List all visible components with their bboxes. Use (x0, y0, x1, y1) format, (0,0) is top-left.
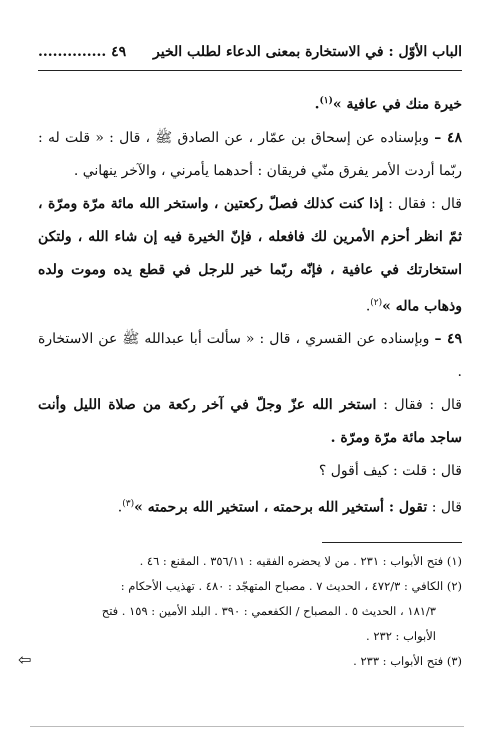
footnotes (38, 542, 462, 674)
period: . (314, 96, 320, 113)
answer-text: استخر الله عزّ وجلّ في آخر ركعة من صلاة الليل وأنت ساجد مائة مرّة ومرّة . (38, 397, 462, 447)
continuation-text: خيرة منك في عافية » (332, 96, 462, 113)
footnote-ref-2: (٢) (370, 297, 383, 308)
answer-text: تقول : أستخير الله برحمته ، استخير الله برحمته » (134, 499, 428, 516)
footnote-ref-1: (١) (319, 96, 333, 106)
hadith-number: ٤٩ – (434, 331, 462, 348)
hadith-49 (38, 323, 462, 389)
footnote-3: (٣) فتح الأبواب : ٢٣٣ . (353, 654, 462, 668)
main-text (38, 85, 462, 525)
hadith-text: وبإسناده عن إسحاق بن عمّار ، عن الصادق ﷺ ، قال : « قلت له : ربّما أردت الأمر يفرق منّي فريقان : أحدهما يأمرني ، والآخر ينهاني . (38, 129, 462, 179)
hadith-text: وبإسناده عن القسري ، قال : « سألت أبا عبدالله ﷺ عن الاستخارة . (38, 331, 462, 381)
running-header (38, 44, 462, 68)
page-bottom-edge (30, 726, 464, 727)
answer-lead: قال : فقال : (388, 195, 463, 212)
book-page (38, 44, 462, 724)
continue-arrow-icon: ⇦ (18, 650, 32, 669)
hadith-48 (38, 122, 462, 188)
footnote-rule (322, 542, 462, 543)
page-number: ٤٩ (111, 44, 127, 60)
header-dots: .............. (38, 44, 107, 60)
period: . (117, 499, 123, 516)
hadith-number: ٤٨ – (434, 129, 463, 146)
final-answer (38, 488, 462, 525)
footnote-1: (١) فتح الأبواب : ٢٣١ . من لا يحضره الفقيه : ٣٥٦/١١ . المقنع : ٤٦ . (139, 554, 462, 568)
answer-lead: قال : فقال : (383, 397, 462, 414)
header-rule (38, 70, 462, 71)
footnote-2-line-2: ١٨١/٣ ، الحديث ٥ . المصباح / الكفعمي : ٣٩٠ . البلد الأمين : ١٥٩ . فتح (101, 604, 436, 618)
answer-text: إذا كنت كذلك فصلّ ركعتين ، واستخر الله مائة مرّة ومرّة ، ثمّ انظر أحزم الأمرين لك فافعله ، فإنّ الخيرة فيه إن شاء الله ، ولتكن استخارتك في عافية ، فإنّه ربّما خير للرجل في قطع يده وموت ولده وذهاب ماله » (38, 195, 462, 315)
footnote-ref-3: (٣) (122, 499, 135, 510)
footnote-2: (٢) الكافي : ٤٧٢/٣ ، الحديث ٧ . مصباح المتهجّد : ٤٨٠ . تهذيب الأحكام : (120, 579, 462, 593)
page-number-group (38, 44, 126, 60)
hadith-48-answer (38, 188, 462, 324)
answer-lead: قال : (431, 499, 462, 516)
period: . (365, 298, 371, 315)
question-line: قال : قلت : كيف أقول ؟ (318, 463, 462, 480)
hadith-49-answer (38, 389, 462, 455)
footnote-2-line-3: الأبواب : ٢٣٢ . (366, 629, 436, 643)
paragraph-continuation (38, 85, 462, 122)
chapter-title: الباب الأوّل : في الاستخارة بمعنى الدعاء لطلب الخير (153, 44, 462, 60)
